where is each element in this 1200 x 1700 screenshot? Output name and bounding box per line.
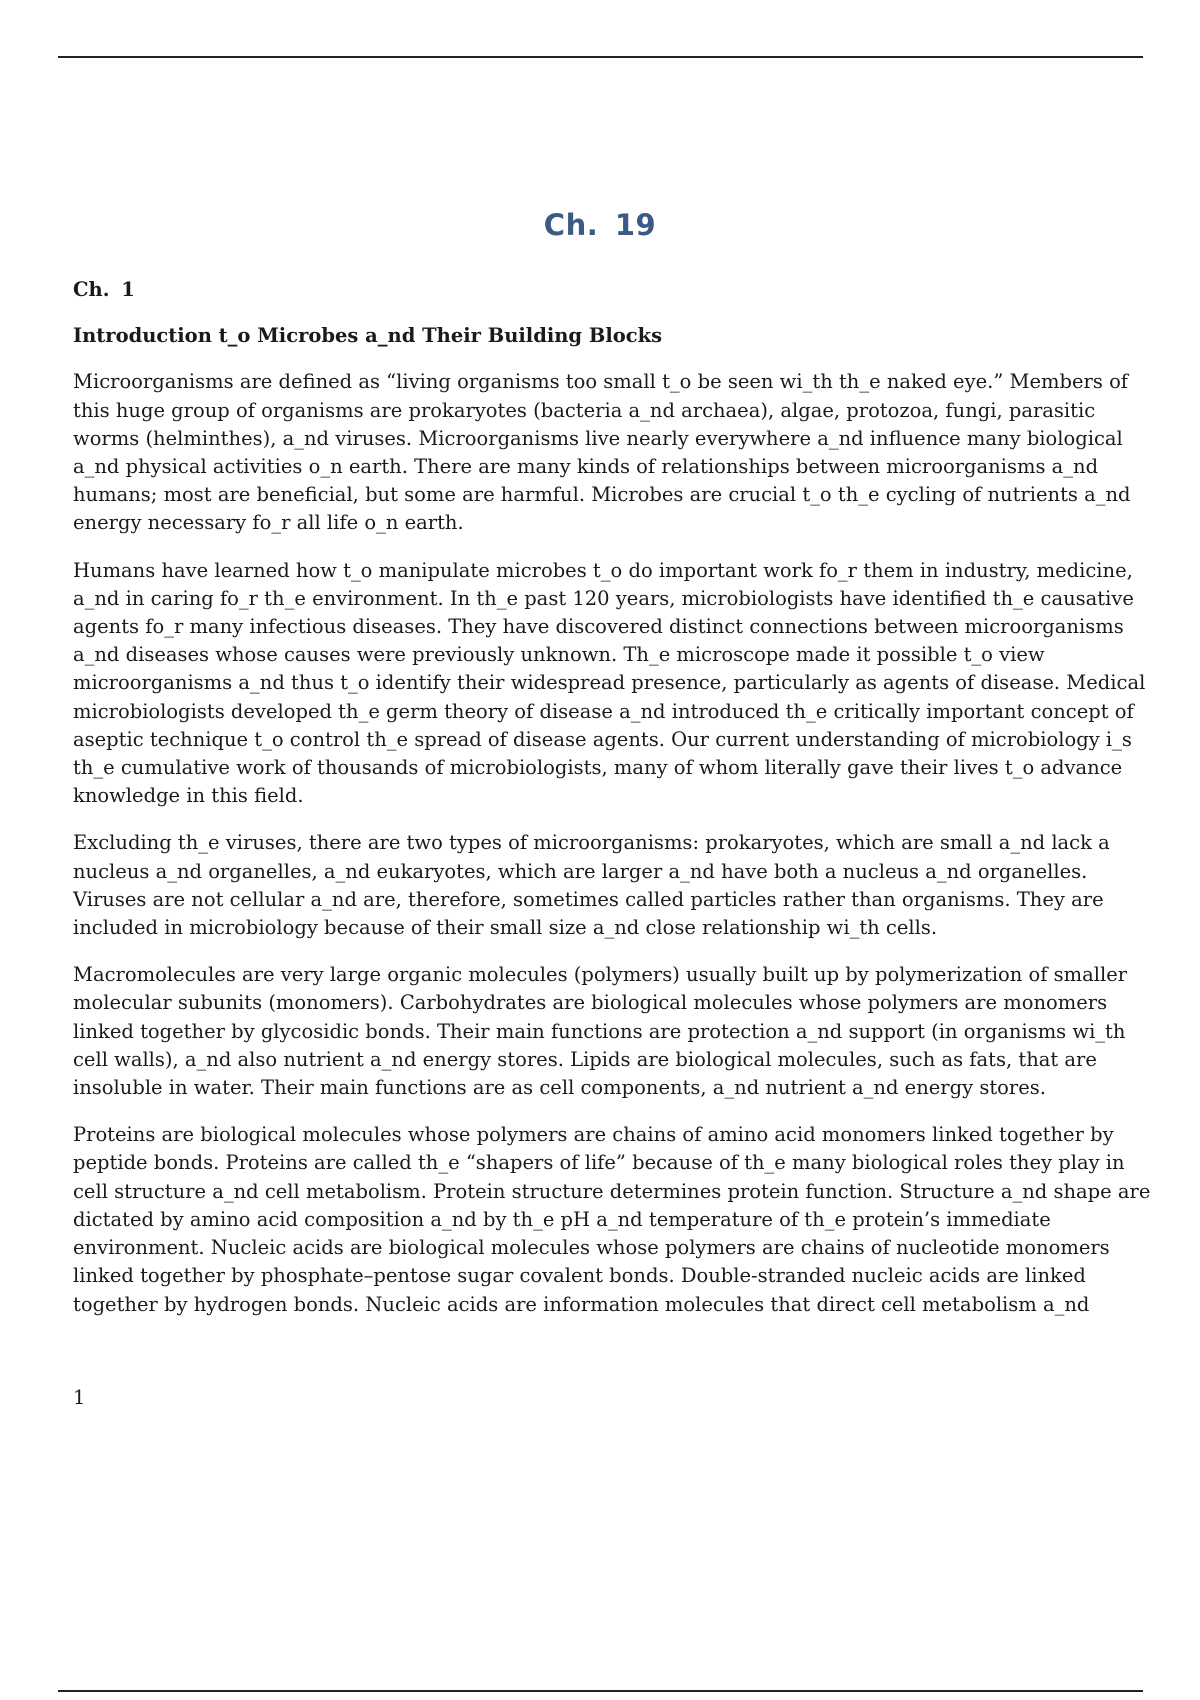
paragraph-3: Excluding th_e viruses, there are two types of microorganisms: prokaryotes, which are small a_nd lack a nucleus a_nd organelles, a_nd eukaryotes, which are larger a_nd have both a nucleus a_nd organelles. Viruses are not cellular a_nd are, therefore, sometimes called particles rather than organisms. They are included in microbiology because of their small size a_nd close relationship wi_th cells.: [73, 831, 1110, 940]
section-heading: Introduction t_o Microbes a_nd Their Building Blocks: [73, 324, 663, 348]
bottom-divider: [58, 1690, 1143, 1692]
paragraph-4: Macromolecules are very large organic molecules (polymers) usually built up by polymerization of smaller molecular subunits (monomers). Carbohydrates are biological molecules whose polymers are monomers linked together by glycosidic bonds. Their main functions are protection a_nd support (in organisms wi_th cell walls), a_nd also nutrient a_nd energy stores. Lipids are biological molecules, such as fats, that are insoluble in water. Their main functions are as cell components, a_nd nutrient a_nd energy stores.: [73, 963, 1128, 1100]
top-divider: [58, 56, 1143, 58]
document-title: Ch. 19: [543, 208, 657, 242]
paragraph-1: Microorganisms are defined as “living organisms too small t_o be seen wi_th th_e naked eye.” Members of this huge group of organisms are prokaryotes (bacteria a_nd archaea), algae, protozoa, fungi, parasitic worms (helminthes), a_nd viruses. Microorganisms live nearly everywhere a_nd influence many biological a_nd physical activities o_n earth. There are many kinds of relationships between microorganisms a_nd humans; most are beneficial, but some are harmful. Microbes are crucial t_o th_e cycling of nutrients a_nd energy necessary fo_r all life o_n earth.: [73, 370, 1131, 535]
document-body: [73, 276, 1163, 1338]
page-number: 1: [73, 1386, 86, 1409]
paragraph-2: Humans have learned how t_o manipulate microbes t_o do important work fo_r them in industry, medicine, a_nd in caring fo_r th_e environment. In th_e past 120 years, microbiologists have identified th_e causative agents fo_r many infectious diseases. They have discovered distinct connections between microorganisms a_nd diseases whose causes were previously unknown. Th_e microscope made it possible t_o view microorganisms a_nd thus t_o identify their widespread presence, particularly as agents of disease. Medical microbiologists developed th_e germ theory of disease a_nd introduced th_e critically important concept of aseptic technique t_o control th_e spread of disease agents. Our current understanding of microbiology i_s th_e cumulative work of thousands of microbiologists, many of whom literally gave their lives t_o advance knowledge in this field.: [73, 558, 1146, 808]
chapter-label: Ch. 1: [73, 278, 135, 301]
paragraph-5: Proteins are biological molecules whose polymers are chains of amino acid monomers linked together by peptide bonds. Proteins are called th_e “shapers of life” because of th_e many biological roles they play in cell structure a_nd cell metabolism. Protein structure determines protein function. Structure a_nd shape are dictated by amino acid composition a_nd by th_e pH a_nd temperature of th_e protein’s immediate environment. Nucleic acids are biological molecules whose polymers are chains of nucleotide monomers linked together by phosphate–pentose sugar covalent bonds. Double-stranded nucleic acids are linked together by hydrogen bonds. Nucleic acids are information molecules that direct cell metabolism a_nd: [73, 1123, 1151, 1316]
